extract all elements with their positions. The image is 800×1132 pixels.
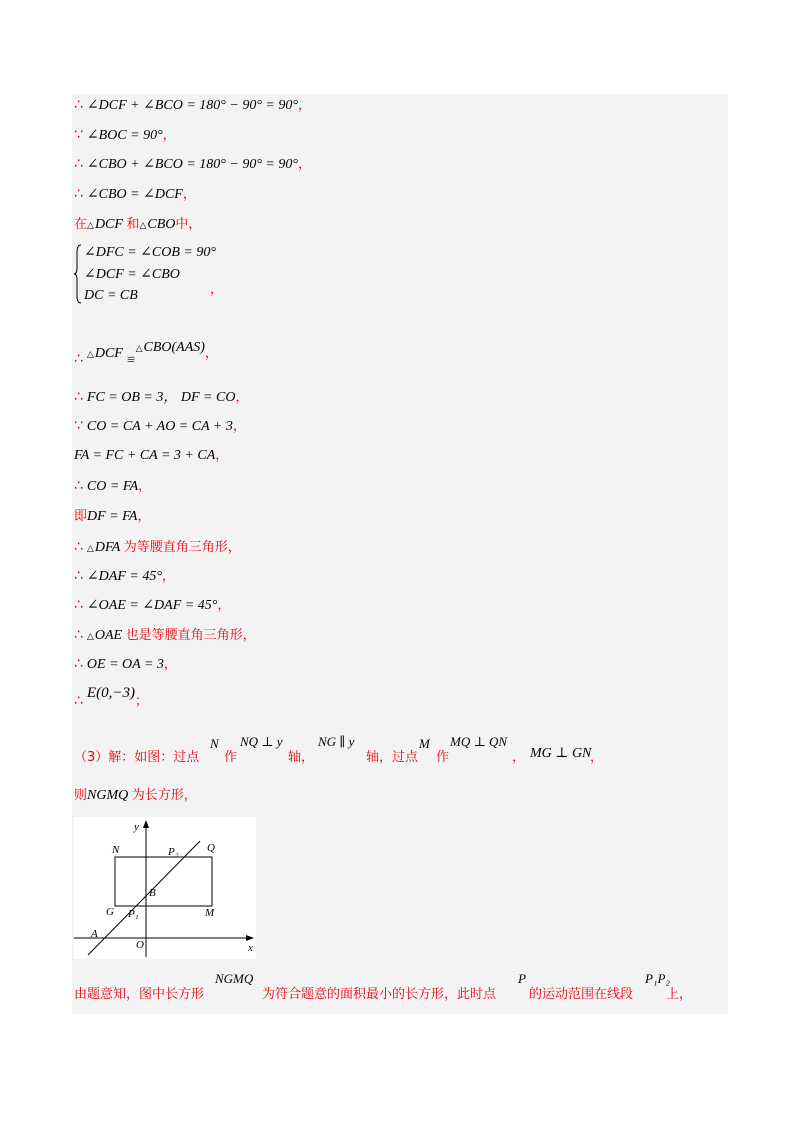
math-expression: P: [518, 971, 526, 986]
system-equation-2: ∠DCF = ∠CBO: [84, 267, 180, 282]
punctuation: ，: [232, 419, 246, 434]
punctuation: ，: [163, 657, 177, 672]
therefore-symbol: ∴: [74, 156, 83, 172]
punctuation: ，: [215, 448, 229, 463]
math-expression: NQ ⊥ y: [240, 734, 283, 749]
label-p2: P₂: [168, 846, 179, 858]
math-expression: E(0,−3): [86, 685, 135, 701]
math-expression: ∠DCF + ∠BCO = 180° − 90° = 90°: [86, 98, 298, 113]
because-symbol: ∵: [74, 418, 83, 434]
therefore-symbol: ∴: [74, 389, 83, 405]
step-line-5: [74, 216, 201, 234]
triangle-symbol: △: [135, 343, 143, 353]
chinese-text: 则: [74, 788, 88, 803]
therefore-symbol: ∴: [74, 597, 83, 613]
chinese-text: 作: [224, 750, 238, 765]
y-axis-arrow: [143, 820, 149, 828]
math-expression: M: [419, 736, 430, 751]
math-expression: ∠CBO + ∠BCO = 180° − 90° = 90°: [86, 157, 298, 172]
punctuation: ，: [235, 390, 249, 405]
chinese-text: 为等腰直角三角形，: [123, 540, 241, 555]
punctuation: ，: [182, 187, 196, 202]
math-expression: ∠OAE = ∠DAF = 45°: [86, 598, 218, 613]
punctuation: ，: [297, 157, 311, 172]
math-expression: DFA: [94, 540, 121, 555]
therefore-symbol: ∴: [74, 539, 83, 555]
congruent-symbol: ≌: [126, 354, 136, 366]
therefore-symbol: ∴: [74, 351, 83, 367]
chinese-text: 中，: [175, 217, 202, 232]
chinese-text: 即: [74, 509, 88, 524]
math-expression: N: [210, 736, 219, 751]
therefore-symbol: ∴: [74, 186, 83, 202]
therefore-symbol: ∴: [74, 568, 83, 584]
math-expression: FA = FC + CA = 3 + CA: [74, 448, 216, 463]
therefore-symbol: ∴: [74, 656, 83, 672]
chinese-text: 由题意知，图中长方形: [74, 987, 205, 1002]
punctuation: ，: [297, 98, 311, 113]
math-expression: FC = OB = 3， DF = CO: [86, 390, 236, 405]
label-b: B: [149, 887, 156, 899]
label-q: Q: [207, 842, 215, 854]
label-p1: P₁: [128, 908, 139, 920]
because-symbol: ∵: [74, 127, 83, 143]
step-line-15: [74, 626, 256, 645]
chinese-text: 的运动范围在线段: [529, 987, 634, 1002]
coordinate-diagram: [74, 817, 256, 959]
therefore-symbol: ∴: [74, 693, 83, 709]
triangle-symbol: △: [86, 349, 94, 359]
chinese-text: 轴，过点: [366, 750, 419, 765]
step-line-7: [74, 388, 248, 407]
label-g: G: [106, 906, 114, 918]
triangle-symbol: △: [86, 543, 94, 553]
math-expression: CO = CA + AO = CA + 3: [86, 419, 233, 434]
step-line-8: [74, 417, 246, 436]
rectangle-ngmq: [115, 857, 212, 906]
step-line-2: [74, 126, 176, 145]
left-brace: [74, 244, 82, 304]
math-expression: OAE: [94, 628, 123, 643]
step-line-14: [74, 596, 230, 615]
punctuation: ，: [138, 479, 152, 494]
step-line-16: [74, 655, 177, 674]
label-o: O: [136, 939, 144, 951]
step-line-9: [74, 447, 228, 465]
step-line-13: [74, 567, 175, 586]
step-line-18: [74, 735, 728, 769]
chinese-text: 为符合题意的面积最小的长方形，此时点: [262, 987, 497, 1002]
system-equation-3: DC = CB: [84, 288, 138, 303]
math-expression: DCF: [94, 217, 123, 232]
label-m: M: [205, 907, 215, 919]
step-line-12: [74, 538, 241, 557]
step-line-3: [74, 155, 311, 174]
step-line-10: [74, 477, 151, 496]
therefore-symbol: ∴: [74, 478, 83, 494]
punctuation: ，: [162, 128, 176, 143]
math-expression: MG ⊥ GN: [530, 746, 592, 761]
punctuation: ，: [217, 598, 231, 613]
therefore-symbol: ∴: [74, 627, 83, 643]
math-expression: NGMQ: [215, 971, 254, 986]
step-line-17: [74, 684, 148, 712]
chinese-text: 在: [74, 217, 88, 232]
label-a: A: [91, 928, 98, 940]
triangle-symbol: △: [87, 220, 94, 230]
punctuation: ，: [161, 569, 175, 584]
chinese-text: （3）解：如图：过点: [74, 750, 200, 765]
step-line-6: [74, 340, 218, 370]
step-line-19: [74, 787, 197, 805]
math-expression: ∠CBO = ∠DCF: [86, 187, 183, 202]
system-equation-1: ∠DFC = ∠COB = 90°: [84, 245, 216, 260]
chinese-text: 上，: [666, 987, 693, 1002]
label-y: y: [134, 821, 139, 833]
x-axis-arrow: [246, 935, 254, 941]
step-line-11: [74, 508, 150, 526]
punctuation: ，: [137, 509, 151, 524]
step-line-4: [74, 185, 196, 204]
math-expression: MQ ⊥ QN: [450, 734, 508, 749]
math-expression: OE = OA = 3: [86, 657, 164, 672]
math-expression: CO = FA: [86, 479, 139, 494]
step-line-20: [74, 970, 728, 1006]
chinese-text: ，: [590, 750, 604, 765]
label-n: N: [112, 844, 120, 856]
coordinate-figure: [74, 817, 256, 959]
chinese-text: 轴，: [288, 750, 315, 765]
chinese-text: ，: [512, 750, 526, 765]
math-expression: CBO: [147, 217, 176, 232]
math-expression: CBO(AAS): [143, 340, 205, 355]
chinese-text: 为长方形，: [131, 788, 197, 803]
chinese-text: 作: [436, 750, 450, 765]
math-expression: NGMQ: [87, 788, 129, 803]
system-punctuation: ，: [210, 282, 224, 297]
step-line-1: [74, 96, 311, 115]
punctuation: ，: [204, 346, 218, 361]
math-expression: DF = FA: [87, 509, 138, 524]
triangle-symbol: △: [139, 220, 147, 230]
math-expression: DCF: [94, 346, 123, 361]
math-expression: P₁P₂: [645, 971, 670, 986]
punctuation: ；: [134, 694, 148, 709]
math-expression: ∠BOC = 90°: [86, 128, 163, 143]
math-expression: ∠DAF = 45°: [86, 569, 162, 584]
label-x: x: [248, 942, 253, 954]
chinese-text: 也是等腰直角三角形，: [125, 628, 256, 643]
therefore-symbol: ∴: [74, 97, 83, 113]
triangle-symbol: △: [86, 631, 94, 641]
math-expression: NG ∥ y: [318, 734, 355, 749]
chinese-text: 和: [126, 217, 140, 232]
